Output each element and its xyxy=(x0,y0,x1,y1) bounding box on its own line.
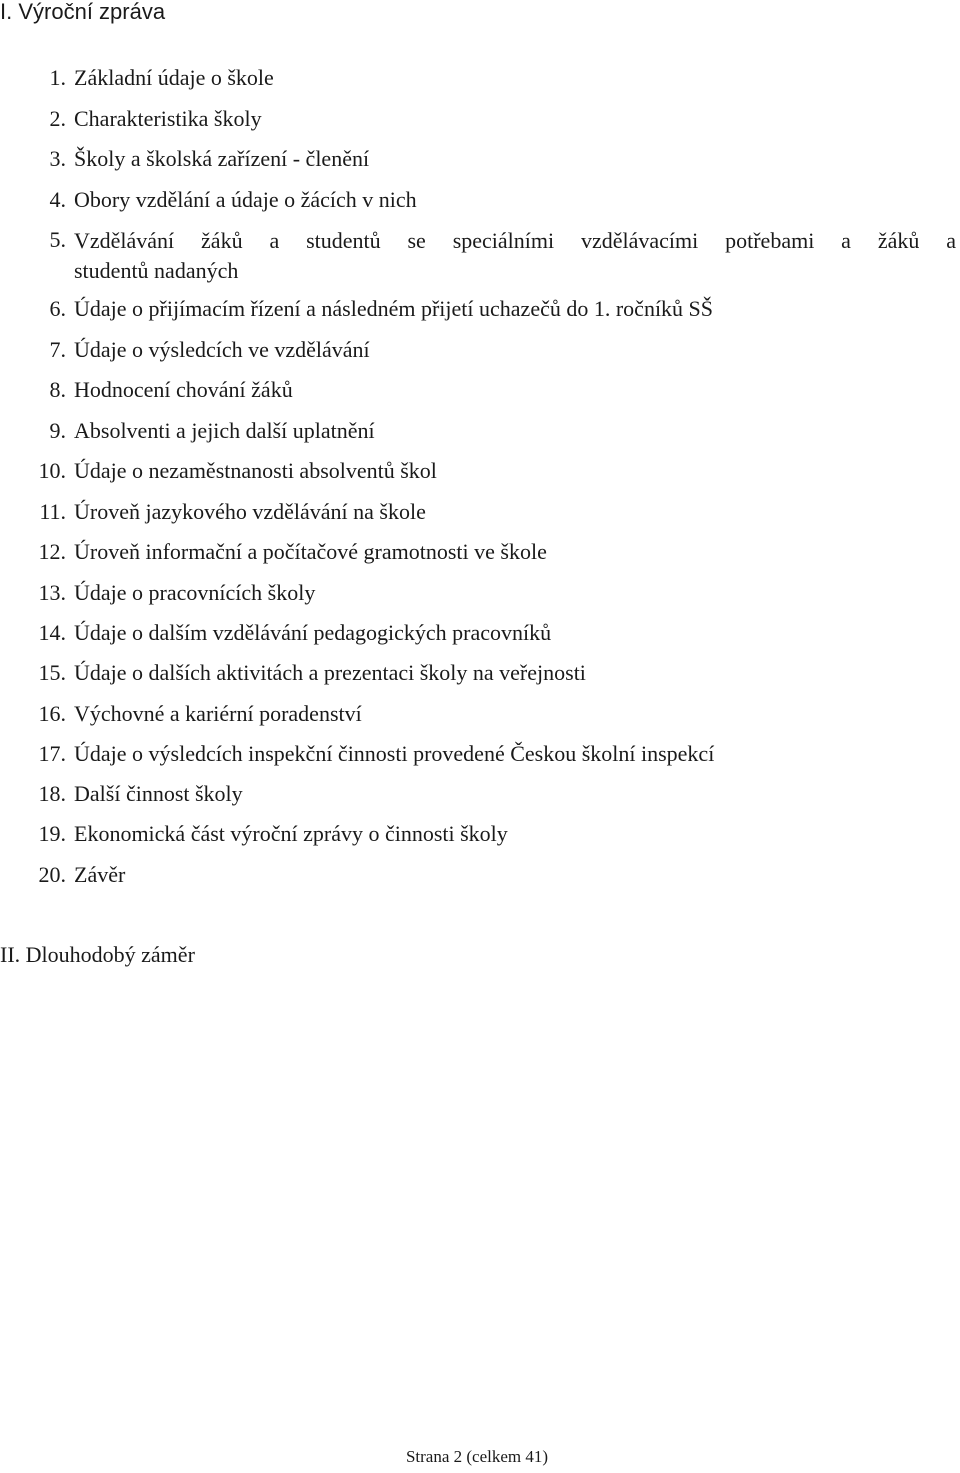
toc-item-text-line2: studentů nadaných xyxy=(74,258,239,283)
toc-item-text: Absolventi a jejich další uplatnění xyxy=(74,418,375,443)
toc-item-number: 5. xyxy=(49,227,66,252)
toc-item-number: 20. xyxy=(38,862,66,887)
toc-item-number: 4. xyxy=(49,187,66,212)
section-number: I. xyxy=(0,0,13,24)
toc-item-text: Základní údaje o škole xyxy=(74,65,274,90)
toc-item-5 xyxy=(0,226,960,286)
page-number: Strana 2 (celkem 41) xyxy=(405,1447,549,1466)
toc-item-number: 9. xyxy=(49,418,66,443)
toc-item-text: Úroveň jazykového vzdělávání na škole xyxy=(74,499,426,524)
toc-item-number: 13. xyxy=(38,580,66,605)
toc-item-text: Údaje o výsledcích inspekční činnosti provedené Českou školní inspekcí xyxy=(74,741,715,766)
toc-item-number: 10. xyxy=(38,458,66,483)
toc-item-number: 8. xyxy=(49,377,66,402)
toc-item-number: 12. xyxy=(38,539,66,564)
toc-item-number: 1. xyxy=(49,65,66,90)
section-heading-main xyxy=(0,0,165,26)
toc-item-text: Obory vzdělání a údaje o žácích v nich xyxy=(74,187,417,212)
toc-item-text: Další činnost školy xyxy=(74,781,243,806)
toc-item-number: 14. xyxy=(38,620,66,645)
toc-item-text-line1: Vzdělávání žáků a studentů se speciálními vzdělávacími potřebami a žáků a xyxy=(74,228,956,253)
toc-item-text: Údaje o přijímacím řízení a následném přijetí uchazečů do 1. ročníků SŠ xyxy=(74,296,714,321)
toc-item-text: Závěr xyxy=(74,862,126,887)
section-number: II. xyxy=(0,942,21,967)
toc-item-text: Údaje o dalším vzdělávání pedagogických pracovníků xyxy=(74,620,552,645)
toc-item-number: 2. xyxy=(49,106,66,131)
toc-item-text: Údaje o pracovnících školy xyxy=(74,580,316,605)
toc-item-text: Údaje o nezaměstnanosti absolventů škol xyxy=(74,458,437,483)
page-footer xyxy=(0,1446,960,1468)
toc-item-text: Hodnocení chování žáků xyxy=(74,377,293,402)
toc-item-number: 16. xyxy=(38,701,66,726)
section-heading-second xyxy=(0,941,195,969)
toc-item-number: 6. xyxy=(49,296,66,321)
toc-item-number: 17. xyxy=(38,741,66,766)
toc-item-number: 7. xyxy=(49,337,66,362)
toc-item-number: 15. xyxy=(38,660,66,685)
toc-item-text: Údaje o dalších aktivitách a prezentaci školy na veřejnosti xyxy=(74,660,586,685)
toc-item-number: 19. xyxy=(38,821,66,846)
toc-item-number: 3. xyxy=(49,146,66,171)
toc-item-text xyxy=(74,226,956,286)
toc-item-text: Charakteristika školy xyxy=(74,106,262,131)
toc-item-text: Výchovné a kariérní poradenství xyxy=(74,701,362,726)
toc-item-number: 18. xyxy=(38,781,66,806)
toc-item-text: Školy a školská zařízení - členění xyxy=(74,146,370,171)
section-title: Dlouhodobý záměr xyxy=(25,942,195,967)
toc-item-number: 11. xyxy=(39,499,66,524)
toc-item-text: Ekonomická část výroční zprávy o činnosti školy xyxy=(74,821,508,846)
section-title: Výroční zpráva xyxy=(18,0,166,24)
toc-item-text: Údaje o výsledcích ve vzdělávání xyxy=(74,337,370,362)
toc-item-text: Úroveň informační a počítačové gramotnosti ve škole xyxy=(74,539,547,564)
